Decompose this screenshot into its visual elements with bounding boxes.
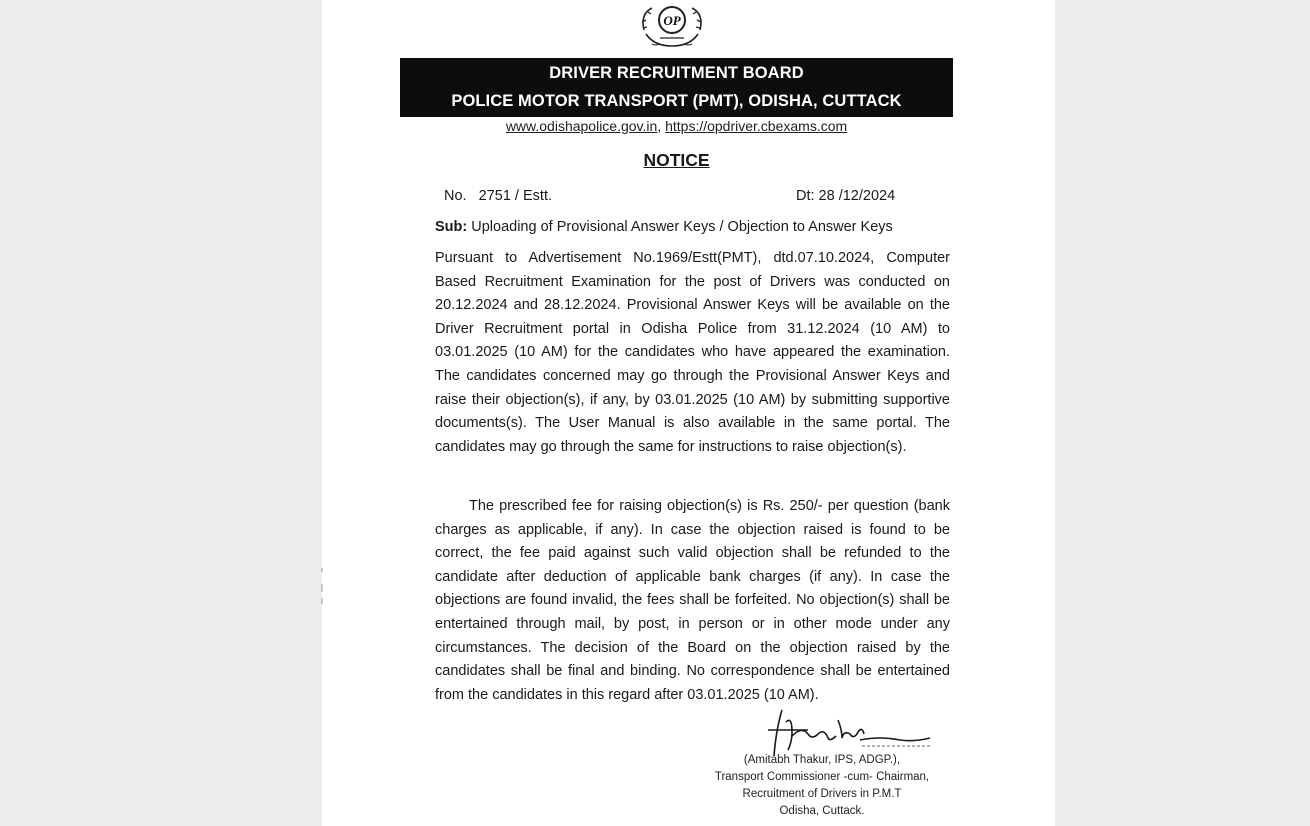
notice-subject [435, 219, 893, 235]
handwritten-signature-icon [742, 702, 952, 758]
notice-page [322, 0, 1055, 826]
signatory-name: (Amitabh Thakur, IPS, ADGP.), [743, 754, 901, 766]
opdriver-link[interactable]: https://opdriver.cbexams.com [665, 118, 848, 134]
link-separator: , [657, 118, 666, 134]
odisha-police-emblem-icon [634, 0, 710, 52]
subject-label: Sub: [435, 219, 468, 235]
scan-edge-marks [320, 568, 324, 608]
signatory-designation: Transport Commissioner -cum- Chairman, [714, 771, 930, 783]
signatory-block [702, 752, 942, 820]
website-links [400, 118, 953, 134]
odishapolice-link[interactable]: www.odishapolice.gov.in [505, 118, 658, 134]
notice-number: No. 2751 / Estt. [444, 188, 552, 204]
signatory-body: Recruitment of Drivers in P.M.T [742, 788, 902, 800]
subject-text: Uploading of Provisional Answer Keys / Objection to Answer Keys [467, 219, 893, 235]
header-line-1: DRIVER RECRUITMENT BOARD [549, 64, 804, 82]
notice-title: NOTICE [643, 150, 710, 170]
paragraph-2: The prescribed fee for raising objection(s) is Rs. 250/- per question (bank charges as applicable, if any). In case the objection raised is found to be correct, the fee paid against such valid objection shall be refunded to the candidate after deduction of applicable bank charges (if any). In case the objections are found invalid, the fees shall be forfeited. No objection(s) shall be entertained through mail, by post, in person or in other mode under any circumstances. The decision of the Board on the objection raised by the candidates shall be final and binding. No correspondence shall be entertained from the candidates in this regard after 03.01.2025 (10 AM). [435, 498, 950, 703]
paragraph-1: Pursuant to Advertisement No.1969/Estt(PMT), dtd.07.10.2024, Computer Based Recruitment Examination for the post of Drivers was conducted on 20.12.2024 and 28.12.2024. Provisional Answer Keys will be available on the Driver Recruitment portal in Odisha Police from 31.12.2024 (10 AM) to 03.01.2025 (10 AM) for the candidates who have appeared the examination. The candidates concerned may go through the Provisional Answer Keys and raise their objection(s), if any, by 03.01.2025 (10 AM) by submitting supportive documents(s). The User Manual is also available in the same portal. The candidates may go through the same for instructions to raise objection(s). [435, 250, 950, 455]
svg-text:OP: OP [663, 13, 681, 28]
signatory-place: Odisha, Cuttack. [779, 805, 865, 817]
header-line-2: POLICE MOTOR TRANSPORT (PMT), ODISHA, CUTTACK [451, 92, 902, 110]
notice-date: Dt: 28 /12/2024 [796, 188, 896, 204]
header-banner [400, 58, 953, 117]
